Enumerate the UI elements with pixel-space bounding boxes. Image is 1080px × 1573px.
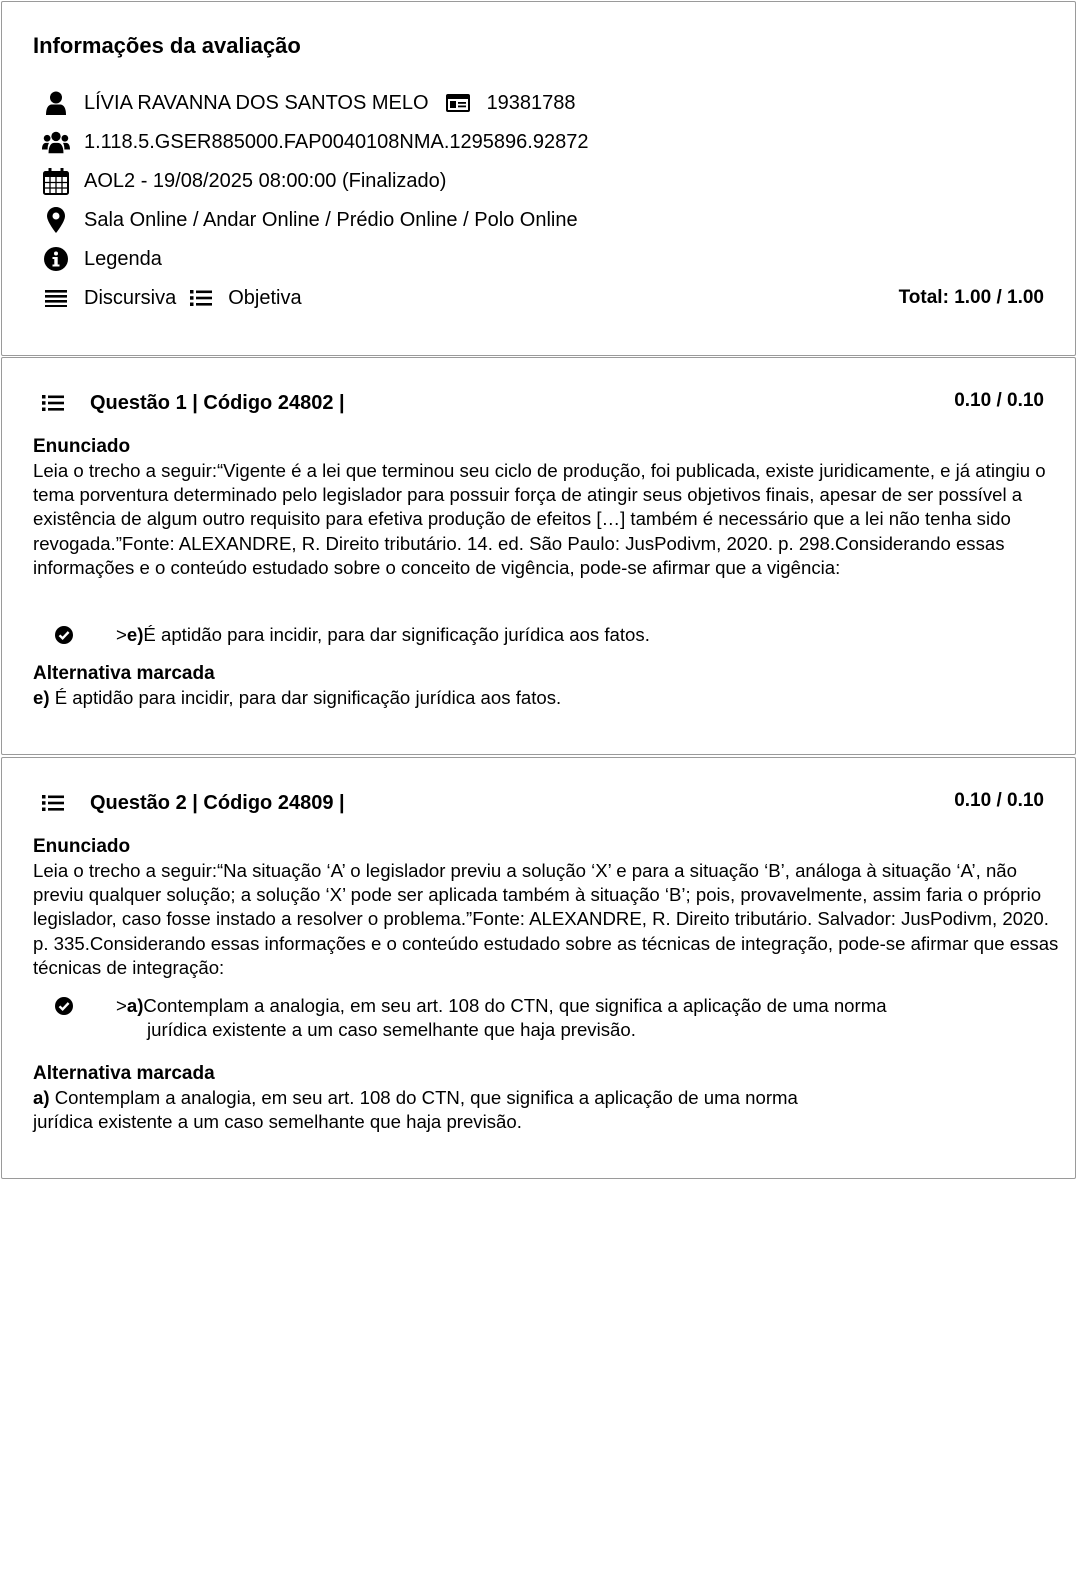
student-id: 19381788 bbox=[486, 91, 576, 114]
statement-label: Enunciado bbox=[33, 436, 131, 457]
question-header bbox=[42, 390, 345, 416]
question-score: 0.10 / 0.10 bbox=[954, 390, 1044, 411]
statement-text: Leia o trecho a seguir:“Vigente é a lei que terminou seu ciclo de produção, foi publicada, existe juridicamente, e já atingiu o tema porventura determinado pelo legislador para possuir força de atingir seus objetivos finais, apesar de ser possível a existência de algum outro requisito para efetiva produção de efeitos […] também é necessário que a lei não tenha sido revogada.”Fonte: ALEXANDRE, R. Direito tributário. 14. ed. São Paulo: JusPodivm, 2020. p. 298.Considerando essas informações e o conteúdo estudado sobre o conceito de vigência, pode-se afirmar que a vigência: bbox=[33, 460, 1046, 578]
legend-row bbox=[42, 244, 162, 274]
student-row bbox=[42, 88, 576, 118]
marked-label: Alternativa marcada bbox=[33, 663, 215, 684]
marked-label: Alternativa marcada bbox=[33, 1063, 215, 1084]
calendar-icon bbox=[42, 167, 70, 195]
id-card-icon bbox=[445, 90, 471, 116]
statement-text: Leia o trecho a seguir:“Na situação ‘A’ o legislador previu a solução ‘X’ e para a situação ‘B’, análoga à situação ‘A’, não previu qualquer solução; a solução ‘X’ pode ser aplicada também à situação ‘B’; pois, provavelmente, assim faria o próprio legislador, caso fosse instado a resolver o problema.”Fonte: ALEXANDRE, R. Direito tributário. Salvador: JusPodivm, 2020. p. 335.Considerando essas informações e o conteúdo estudado sobre as técnicas de integração, pode-se afirmar que essas técnicas de integração: bbox=[33, 860, 1059, 978]
users-icon bbox=[42, 128, 70, 156]
marked-text: a) Contemplam a analogia, em seu art. 108 do CTN, que significa a aplicação de uma norma jurídica existente a um caso semelhante que haja previsão. bbox=[33, 1087, 798, 1133]
align-justify-icon bbox=[42, 284, 70, 312]
check-circle-icon bbox=[52, 994, 76, 1018]
correct-answer bbox=[52, 623, 1012, 647]
class-row bbox=[42, 127, 588, 157]
map-marker-icon bbox=[42, 206, 70, 234]
list-icon bbox=[188, 285, 214, 311]
legend-types-row bbox=[42, 283, 302, 313]
info-circle-icon bbox=[42, 245, 70, 273]
correct-answer-text: >a)Contemplam a analogia, em seu art. 108 do CTN, que significa a aplicação de uma norma jurídica existente a um caso semelhante que haja previsão. bbox=[116, 995, 887, 1040]
location-row bbox=[42, 205, 578, 235]
exam-label: AOL2 - 19/08/2025 08:00:00 (Finalizado) bbox=[84, 169, 447, 192]
student-name: LÍVIA RAVANNA DOS SANTOS MELO bbox=[84, 91, 429, 114]
evaluation-info-card bbox=[1, 1, 1076, 356]
class-code: 1.118.5.GSER885000.FAP0040108NMA.1295896.92872 bbox=[84, 130, 589, 153]
total-score: Total: 1.00 / 1.00 bbox=[898, 287, 1044, 308]
exam-row bbox=[42, 166, 446, 196]
legend-objective: Objetiva bbox=[228, 286, 302, 309]
list-icon bbox=[42, 390, 68, 416]
legend-label: Legenda bbox=[84, 247, 162, 270]
marked-text: e) É aptidão para incidir, para dar significação jurídica aos fatos. bbox=[33, 687, 562, 708]
list-icon bbox=[42, 790, 68, 816]
question-title: Questão 1 | Código 24802 | bbox=[90, 391, 345, 414]
statement-label: Enunciado bbox=[33, 836, 131, 857]
legend-discursive: Discursiva bbox=[84, 286, 177, 309]
location-label: Sala Online / Andar Online / Prédio Online / Polo Online bbox=[84, 208, 578, 231]
question-header bbox=[42, 790, 345, 816]
evaluation-info-title: Informações da avaliação bbox=[33, 33, 301, 58]
user-icon bbox=[42, 89, 70, 117]
correct-answer-text: >e)É aptidão para incidir, para dar significação jurídica aos fatos. bbox=[116, 624, 650, 645]
question-title: Questão 2 | Código 24809 | bbox=[90, 791, 345, 814]
question-card bbox=[1, 357, 1076, 755]
question-card bbox=[1, 757, 1076, 1179]
correct-answer bbox=[52, 994, 1012, 1042]
check-circle-icon bbox=[52, 623, 76, 647]
question-score: 0.10 / 0.10 bbox=[954, 790, 1044, 811]
